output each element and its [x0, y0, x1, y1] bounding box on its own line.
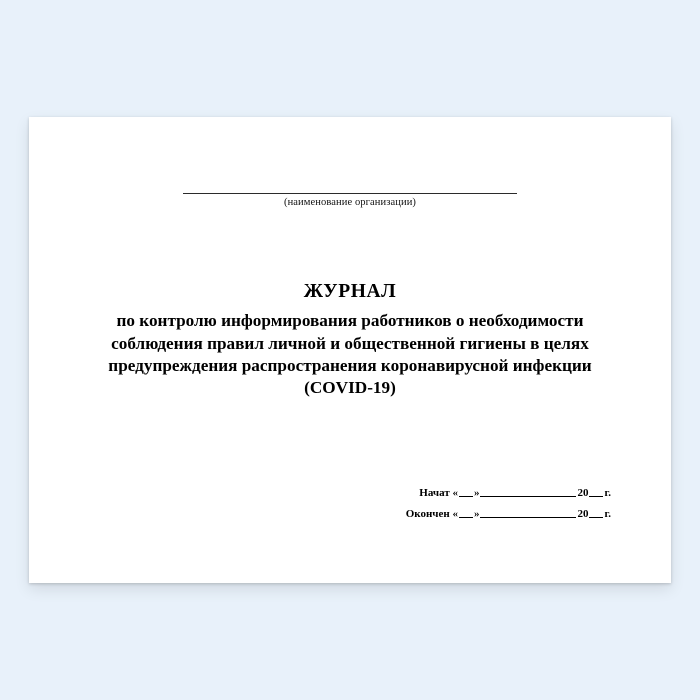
end-day-field[interactable] — [459, 507, 473, 518]
start-year-prefix: 20 — [577, 487, 589, 500]
document-page — [29, 117, 671, 583]
start-year-suffix: г. — [604, 487, 611, 500]
start-day-field[interactable] — [459, 486, 473, 497]
organization-block — [89, 177, 611, 208]
page-title-code: (COVID-19) — [304, 378, 396, 398]
page-title: ЖУРНАЛ — [303, 281, 397, 302]
start-month-field[interactable] — [480, 486, 576, 497]
journal-dates-block — [406, 483, 611, 525]
end-date-row — [406, 504, 611, 525]
end-month-field[interactable] — [480, 507, 576, 518]
end-year-field[interactable] — [589, 507, 603, 518]
start-date-label: Начат — [419, 487, 450, 500]
end-date-label: Окончен — [405, 508, 450, 521]
page-content — [29, 117, 671, 583]
quote-open-end: « — [452, 508, 458, 521]
organization-caption: (наименование организации) — [283, 197, 417, 208]
quote-close-start: » — [473, 487, 480, 500]
organization-name-field[interactable] — [183, 177, 517, 194]
end-year-suffix: г. — [604, 508, 611, 521]
page-subtitle: по контролю информирования работников о необходимости соблюдения правил личной и общественной гигиены в целях предупреждения распространения коронавирусной инфекции — [108, 311, 592, 376]
title-block — [89, 280, 611, 398]
quote-close-end: » — [473, 508, 480, 521]
start-year-field[interactable] — [589, 486, 603, 497]
quote-open-start: « — [452, 487, 458, 500]
start-date-row — [406, 483, 611, 504]
end-year-prefix: 20 — [577, 508, 589, 521]
